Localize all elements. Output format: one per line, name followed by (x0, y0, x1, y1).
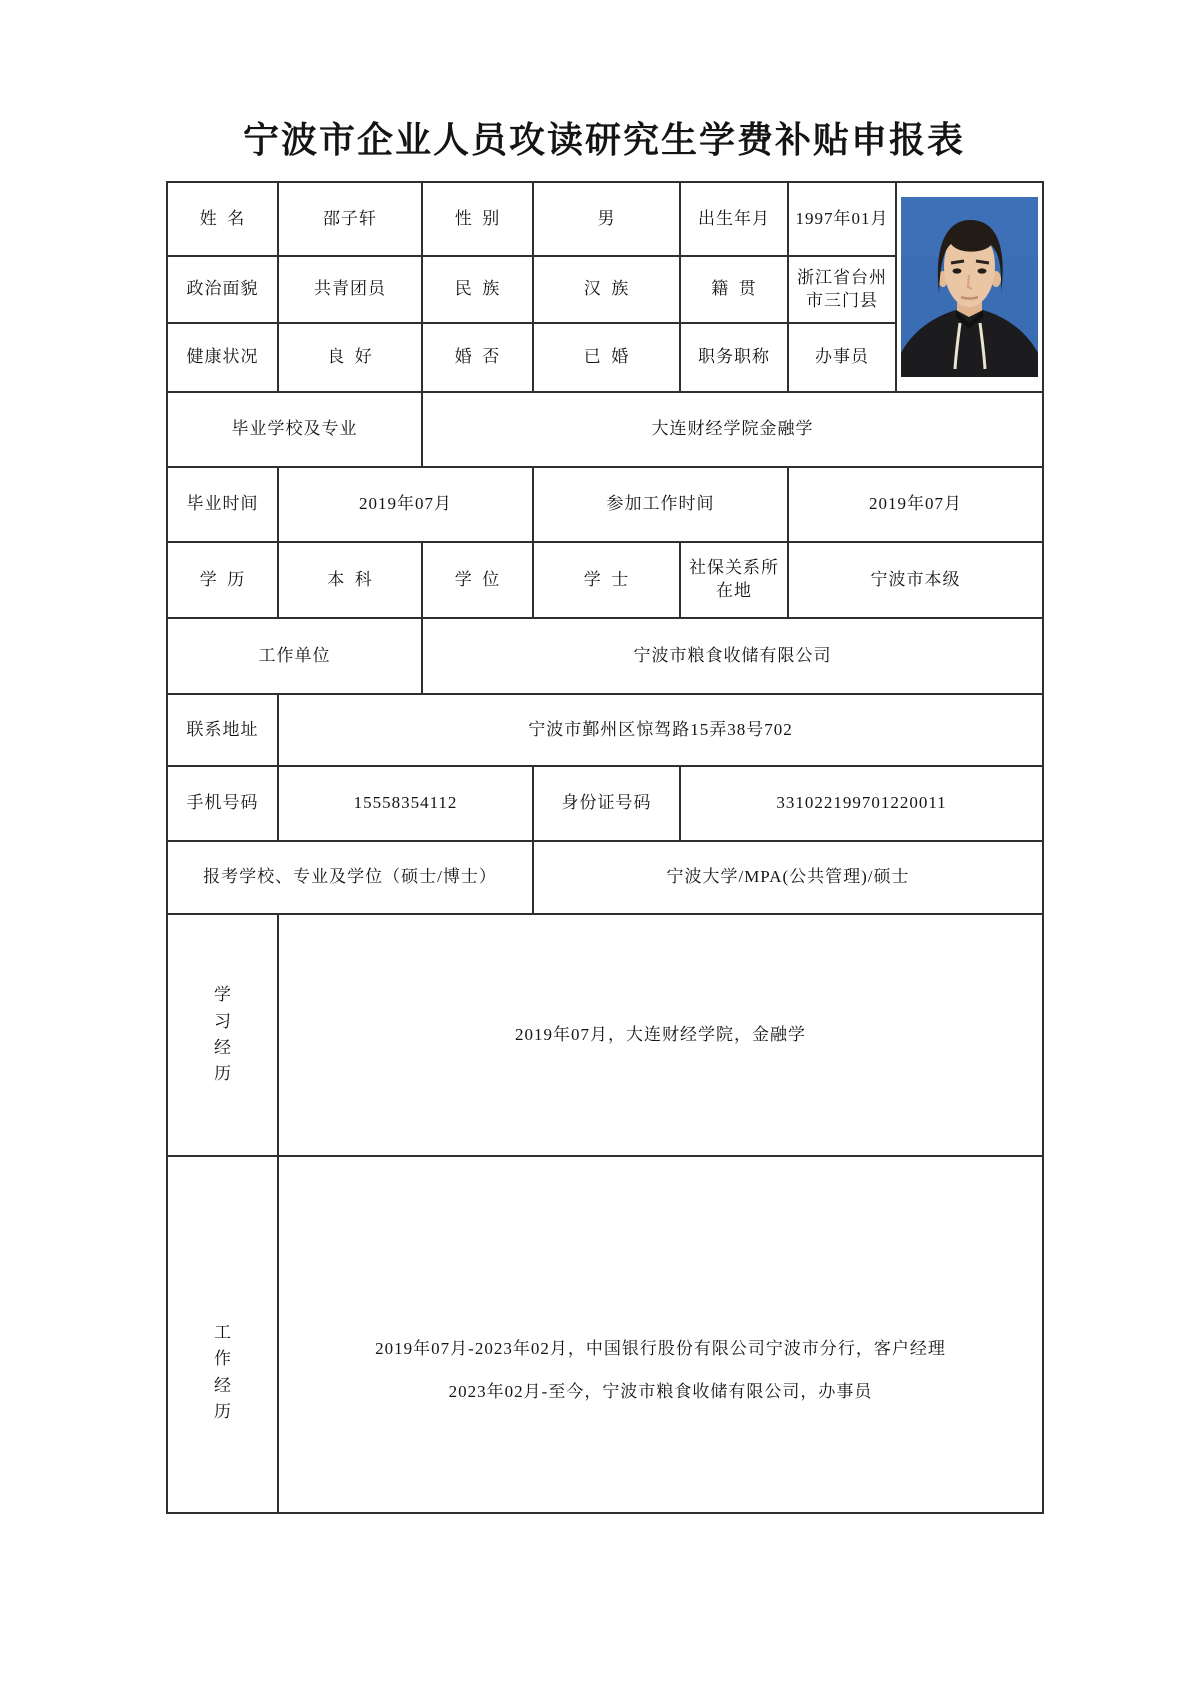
page-title: 宁波市企业人员攻读研究生学费补贴申报表 (242, 120, 965, 160)
birth-value: 1997年01月 (788, 182, 896, 256)
phone-value: 15558354112 (278, 766, 533, 841)
ethnicity-value: 汉 族 (533, 256, 680, 323)
contact-address-label: 联系地址 (167, 694, 278, 766)
table-row (167, 841, 1043, 914)
work-start-value: 2019年07月 (788, 467, 1043, 542)
table-row (167, 542, 1043, 618)
marital-label: 婚 否 (422, 323, 533, 392)
work-history-entry: 2023年02月-至今，宁波市粮食收储有限公司，办事员 (448, 1381, 873, 1401)
table-row (167, 694, 1043, 766)
social-security-label: 社保关系所在地 (680, 542, 788, 618)
work-history-entry: 2019年07月-2023年02月，中国银行股份有限公司宁波市分行，客户经理 (375, 1339, 946, 1358)
ethnicity-label: 民 族 (422, 256, 533, 323)
graduation-school-value: 大连财经学院金融学 (422, 392, 1043, 467)
social-security-value: 宁波市本级 (788, 542, 1043, 618)
job-title-label: 职务职称 (680, 323, 788, 392)
education-label: 学 历 (167, 542, 278, 618)
education-value: 本 科 (278, 542, 422, 618)
table-row (167, 392, 1043, 467)
contact-address-value: 宁波市鄞州区惊驾路15弄38号702 (278, 694, 1043, 766)
table-row (167, 618, 1043, 694)
native-place-label: 籍 贯 (680, 256, 788, 323)
graduation-time-value: 2019年07月 (278, 467, 533, 542)
phone-label: 手机号码 (167, 766, 278, 841)
health-value: 良 好 (278, 323, 422, 392)
work-history-label: 工作经历 (167, 1156, 278, 1513)
photo-cell (896, 182, 1043, 392)
graduation-school-label: 毕业学校及专业 (167, 392, 422, 467)
graduation-time-label: 毕业时间 (167, 467, 278, 542)
native-place-value: 浙江省台州市三门县 (788, 256, 896, 323)
marital-value: 已 婚 (533, 323, 680, 392)
study-history-entry: 2019年07月，大连财经学院，金融学 (515, 1024, 806, 1044)
job-title-value: 办事员 (788, 323, 896, 392)
application-form-table (166, 181, 1044, 1514)
employer-label: 工作单位 (167, 618, 422, 694)
work-start-label: 参加工作时间 (533, 467, 788, 542)
work-history-content (278, 1156, 1043, 1513)
table-row (167, 766, 1043, 841)
name-label: 姓 名 (167, 182, 278, 256)
table-row (167, 182, 1043, 256)
birth-label: 出生年月 (680, 182, 788, 256)
study-history-content (278, 914, 1043, 1156)
table-row (167, 914, 1043, 1156)
degree-label: 学 位 (422, 542, 533, 618)
gender-value: 男 (533, 182, 680, 256)
target-school-label: 报考学校、专业及学位（硕士/博士） (167, 841, 533, 914)
table-row (167, 467, 1043, 542)
degree-value: 学 士 (533, 542, 680, 618)
name-value: 邵子轩 (278, 182, 422, 256)
target-school-value: 宁波大学/MPA(公共管理)/硕士 (533, 841, 1043, 914)
study-history-label: 学习经历 (167, 914, 278, 1156)
table-row (167, 1156, 1043, 1513)
id-number-value: 331022199701220011 (680, 766, 1043, 841)
employer-value: 宁波市粮食收储有限公司 (422, 618, 1043, 694)
political-status-value: 共青团员 (278, 256, 422, 323)
id-number-label: 身份证号码 (533, 766, 680, 841)
gender-label: 性 别 (422, 182, 533, 256)
health-label: 健康状况 (167, 323, 278, 392)
political-status-label: 政治面貌 (167, 256, 278, 323)
applicant-photo (901, 197, 1038, 377)
